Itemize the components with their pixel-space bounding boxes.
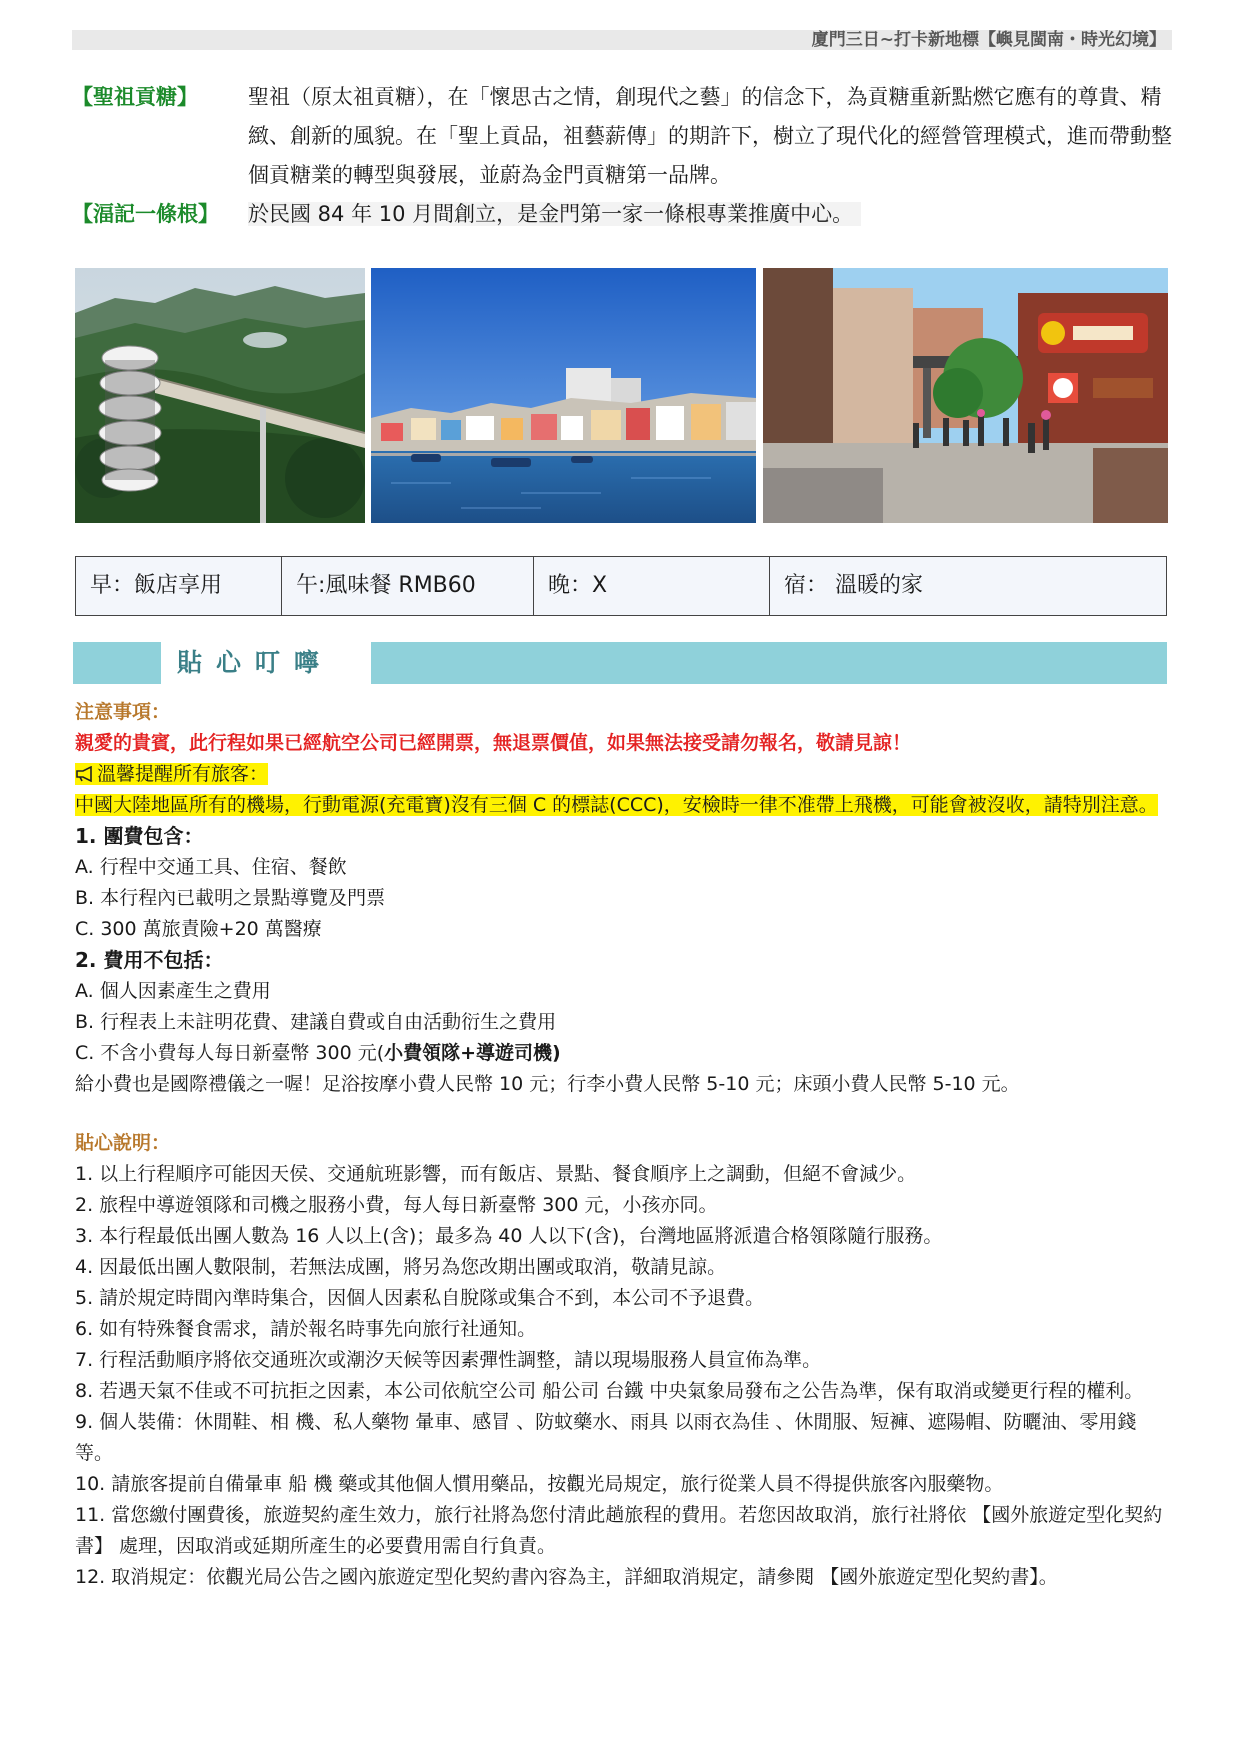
list-item: 5. 請於規定時間內準時集合，因個人因素私自脫隊或集合不到，本公司不予退費。: [75, 1287, 765, 1309]
notice-heading: 注意事項：: [75, 701, 171, 723]
meal-dinner: 晚：X: [534, 557, 770, 615]
list-item: B. 行程表上未註明花費、建議自費或自由活動衍生之費用: [75, 1011, 557, 1033]
header-title: 廈門三日~打卡新地標【嶼見閩南・時光幻境】: [811, 30, 1166, 50]
section-header: [73, 642, 1167, 684]
list-item: 12. 取消規定：依觀光局公告之國內旅遊定型化契約書內容為主，詳細取消規定，請參閱 【國外旅遊定型化契約書】。: [75, 1566, 1058, 1588]
intro-text: 於民國 84 年 10 月間創立，是金門第一家一條根專業推廣中心。: [248, 202, 861, 226]
list-item: 3. 本行程最低出團人數為 16 人以上(含)；最多為 40 人以下(含)，台灣地區將派遣合格領隊隨行服務。: [75, 1225, 943, 1247]
notes-body: [75, 697, 1170, 1593]
intro-text: 聖祖（原太祖貢糖），在「懷思古之情，創現代之藝」的信念下，為貢糖重新點燃它應有的尊貴、精緻、創新的風貌。在「聖上貢品，祖藝薪傳」的期許下，樹立了現代化的經營管理模式，進而帶動整個貢糖業的轉型與發展，並蔚為金門貢糖第一品牌。: [248, 85, 1172, 187]
meal-breakfast: 早：飯店享用: [76, 557, 282, 615]
tip-text: C. 不含小費每人每日新臺幣 300 元(: [75, 1042, 385, 1064]
list-item: A. 個人因素產生之費用: [75, 980, 271, 1002]
section-bar-decoration: [73, 642, 161, 684]
list-item: 7. 行程活動順序將依交通班次或潮汐天候等因素彈性調整，請以現場服務人員宣佈為準。: [75, 1349, 822, 1371]
list-item: C. 300 萬旅責險+20 萬醫療: [75, 918, 322, 940]
reminder-text: 中國大陸地區所有的機場，行動電源(充電寶)沒有三個 C 的標誌(CCC)，安檢時一律不准帶上飛機，可能會被沒收，請特別注意。: [75, 794, 1158, 816]
list-item: 9. 個人裝備：休閒鞋、相 機、私人藥物 暈車、感冒 、防蚊藥水、雨具 以雨衣為佳 、休閒服、短褲、遮陽帽、防曬油、零用錢等。: [75, 1411, 1137, 1464]
tip-text-bold: 小費領隊+導遊司機): [384, 1042, 561, 1064]
meal-table: [75, 556, 1167, 616]
list-item: A. 行程中交通工具、住宿、餐飲: [75, 856, 347, 878]
list-item: B. 本行程內已載明之景點導覽及門票: [75, 887, 386, 909]
exclude-heading: 2. 費用不包括：: [75, 948, 224, 972]
intro-row-yitiaogen: [72, 195, 1182, 234]
tip-note: 給小費也是國際禮儀之一喔！足浴按摩小費人民幣 10 元；行李小費人民幣 5-10 元；床頭小費人民幣 5-10 元。: [75, 1073, 1020, 1095]
photo-spiral-tower: [75, 268, 365, 523]
notice-warning: 親愛的貴賓，此行程如果已經航空公司已經開票，無退票價值，如果無法接受請勿報名，敬請見諒！: [75, 732, 912, 754]
list-item: 4. 因最低出團人數限制，若無法成團，將另為您改期出團或取消，敬請見諒。: [75, 1256, 727, 1278]
explain-heading: 貼心說明：: [75, 1132, 171, 1154]
list-item: 1. 以上行程順序可能因天侯、交通航班影響，而有飯店、景點、餐食順序上之調動，但絕不會減少。: [75, 1163, 917, 1185]
section-title: 貼心叮嚀: [177, 648, 334, 677]
meal-hotel: 宿： 溫暖的家: [784, 573, 923, 598]
list-item: 2. 旅程中導遊領隊和司機之服務小費，每人每日新臺幣 300 元，小孩亦同。: [75, 1194, 718, 1216]
photo-shopping-street: [763, 268, 1168, 523]
megaphone-icon: [75, 766, 97, 782]
intro-section: [72, 78, 1182, 234]
intro-label: 【聖祖貢糖】: [72, 85, 198, 109]
list-item: 8. 若遇天氣不佳或不可抗拒之因素，本公司依航空公司 船公司 台鐵 中央氣象局發布之公告為準，保有取消或變更行程的權利。: [75, 1380, 1144, 1402]
include-heading: 1. 團費包含：: [75, 824, 204, 848]
list-item: 6. 如有特殊餐食需求，請於報名時事先向旅行社通知。: [75, 1318, 537, 1340]
intro-label: 【湢記一條根】: [72, 202, 219, 226]
reminder-heading: [75, 763, 268, 785]
photo-harbor-town: [371, 268, 756, 523]
list-item: 10. 請旅客提前自備暈車 船 機 藥或其他個人慣用藥品，按觀光局規定，旅行從業人員不得提供旅客內服藥物。: [75, 1473, 1004, 1495]
list-item-tip: [75, 1038, 1170, 1069]
list-item: 11. 當您繳付團費後，旅遊契約產生效力，旅行社將為您付清此趟旅程的費用。若您因故取消，旅行社將依 【國外旅遊定型化契約書】 處理，因取消或延期所產生的必要費用需自行負責。: [75, 1504, 1163, 1557]
page-header: [72, 30, 1172, 50]
reminder-heading-text: 溫馨提醒所有旅客：: [97, 763, 269, 785]
section-bar-decoration: [371, 642, 1167, 684]
meal-lunch: 午:風味餐 RMB60: [282, 557, 534, 615]
intro-row-gongtang: [72, 78, 1182, 195]
